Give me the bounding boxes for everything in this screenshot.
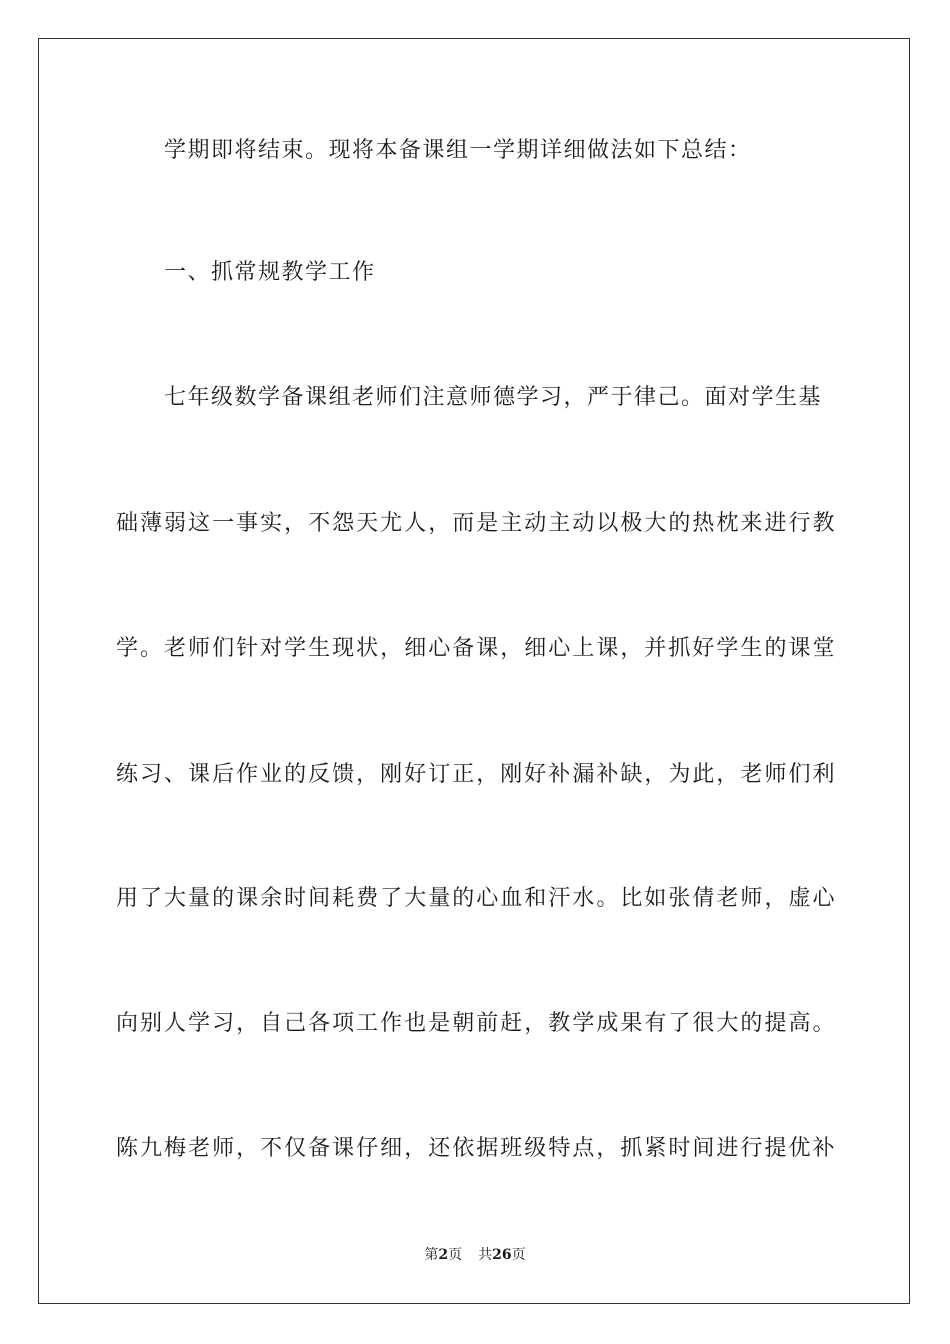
total-prefix: 共 (478, 1247, 493, 1263)
section-heading: 一、抓常规教学工作 (164, 260, 376, 285)
body-line-2: 础薄弱这一事实，不怨天尤人，而是主动主动以极大的热枕来进行教 (116, 511, 836, 536)
body-line-3: 学。老师们针对学生现状，细心备课，细心上课，并抓好学生的课堂 (116, 636, 836, 661)
body-line-5: 用了大量的课余时间耗费了大量的心血和汗水。比如张倩老师，虚心 (116, 886, 836, 911)
page-footer (0, 1246, 950, 1264)
total-suffix: 页 (511, 1247, 526, 1263)
paragraph-intro: 学期即将结束。现将本备课组一学期详细做法如下总结： (164, 138, 752, 163)
body-line-1: 七年级数学备课组老师们注意师德学习，严于律己。面对学生基 (164, 385, 823, 410)
page-prefix: 第 (424, 1247, 439, 1263)
body-line-7: 陈九梅老师，不仅备课仔细，还依据班级特点，抓紧时间进行提优补 (116, 1136, 836, 1161)
page-border (38, 38, 910, 1304)
current-page-number: 2 (438, 1247, 449, 1263)
total-page-number: 26 (492, 1247, 512, 1263)
body-line-4: 练习、课后作业的反馈，刚好订正，刚好补漏补缺，为此，老师们利 (116, 762, 836, 787)
body-line-6: 向别人学习，自己各项工作也是朝前赶，教学成果有了很大的提高。 (116, 1011, 836, 1036)
page-suffix: 页 (448, 1247, 463, 1263)
